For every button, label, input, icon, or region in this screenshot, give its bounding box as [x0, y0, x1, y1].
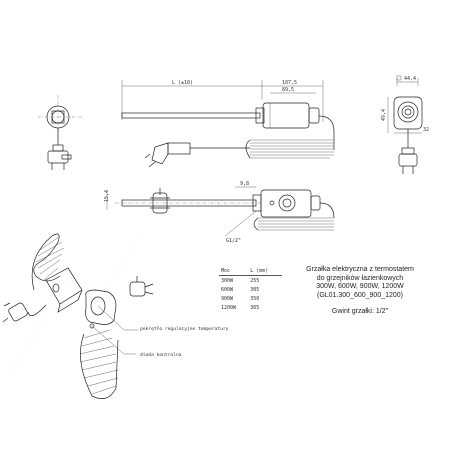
heater-side-view: [122, 80, 334, 167]
description-line: Grzałka elektryczna z termostatem: [306, 266, 414, 273]
cell-power: 300W: [221, 277, 234, 284]
description-line: do grzejników łazienkowych: [316, 274, 404, 282]
cell-length: 305: [250, 286, 260, 293]
dim-32: 32: [423, 127, 430, 133]
dim-89-5: 89,5: [282, 87, 295, 93]
right-end-view: [381, 76, 429, 174]
table-row: [219, 294, 282, 303]
description-line: 300W, 600W, 900W, 1200W: [316, 283, 404, 290]
cell-length: 365: [250, 304, 260, 311]
dim-15-4: 15,4: [104, 189, 110, 202]
header-length: L (mm): [248, 266, 282, 276]
dim-9-8: 9,8: [240, 181, 250, 187]
cell-length: 350: [250, 295, 260, 302]
cell-power: 600W: [221, 286, 234, 293]
left-end-view: [38, 95, 82, 170]
length-dim-label: L (±10): [172, 80, 194, 86]
table-row: [219, 303, 282, 312]
header-power: Moc: [219, 266, 248, 276]
table-row: [219, 276, 282, 286]
heater-perspective: [3, 234, 229, 399]
cell-power: 900W: [221, 295, 234, 302]
dim-44-4: 44,4: [404, 76, 417, 82]
product-description: [296, 266, 424, 317]
dim-49-4: 49,4: [381, 108, 387, 121]
power-length-table: [219, 266, 282, 312]
spec-table: [219, 266, 282, 312]
thread-info: Gwint grzałki: 1/2": [331, 308, 389, 315]
table-row: [219, 285, 282, 294]
diode-callout: dioda kontrolna: [140, 353, 182, 358]
thread-callout: G1/2": [226, 238, 242, 244]
dim-107-5: 107,5: [282, 80, 298, 86]
cell-power: 1200W: [221, 304, 237, 311]
description-line: (GL01.300_600_900_1200): [316, 291, 404, 299]
table-header-row: [219, 266, 282, 276]
heater-top-view: [104, 181, 334, 244]
cell-length: 255: [250, 277, 260, 284]
knob-callout: pokrętło regulacyjne temperatury: [140, 327, 229, 332]
